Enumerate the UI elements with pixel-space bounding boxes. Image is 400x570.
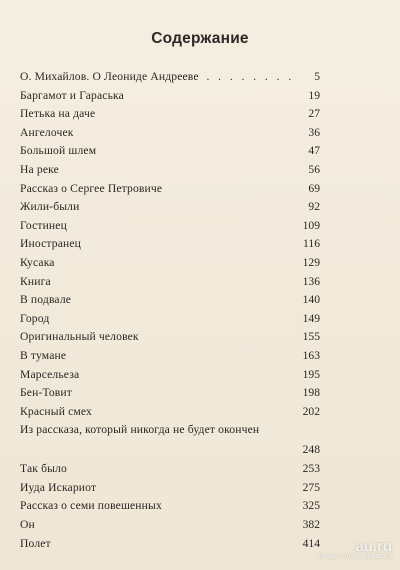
toc-entry <box>20 180 320 199</box>
toc-entry <box>20 198 320 217</box>
toc-entry-page: 56 <box>308 162 320 176</box>
toc-entry <box>20 403 320 422</box>
toc-entry <box>20 273 320 292</box>
toc-entry <box>20 497 320 516</box>
toc-entry-title: Город <box>20 311 50 325</box>
toc-entry <box>20 328 320 347</box>
toc-entry <box>20 347 320 366</box>
toc-entry-page: 5 <box>314 70 320 83</box>
toc-entry-page: 136 <box>302 274 320 288</box>
table-of-contents <box>20 68 320 553</box>
toc-entry-page: 163 <box>302 348 320 362</box>
toc-entry <box>20 124 320 143</box>
toc-entry-page: 149 <box>302 311 320 325</box>
toc-entry-title: Иуда Искариот <box>20 480 97 494</box>
toc-entry <box>20 142 320 161</box>
toc-entry-title: Жили-были <box>20 200 80 214</box>
watermark-subtitle: Вещь онлайн продажа <box>318 553 392 560</box>
toc-entry-page: 155 <box>302 330 320 344</box>
toc-entry <box>20 68 320 87</box>
toc-entry <box>20 87 320 106</box>
toc-entry-page: 202 <box>302 404 320 418</box>
toc-entry-title: Кусака <box>20 255 55 269</box>
toc-entry-title: Красный смех <box>20 404 92 418</box>
toc-entry-title: Из рассказа, который никогда не будет окончен <box>20 423 260 437</box>
toc-entry-title: Иностранец <box>20 237 82 251</box>
toc-entry-title: Рассказ о Сергее Петровиче <box>20 181 163 195</box>
toc-entry <box>20 235 320 254</box>
toc-entry-title: О. Михайлов. О Леониде Андрееве . . <box>20 68 292 87</box>
toc-entry-title: Бен-Товит <box>20 386 72 400</box>
toc-entry-title: На реке <box>20 162 59 176</box>
toc-entry-title: Баргамот и Гараська <box>20 88 124 102</box>
toc-entry-page: 275 <box>302 480 320 494</box>
toc-entry-page: 325 <box>302 499 320 513</box>
toc-entry <box>20 291 320 310</box>
toc-entry-title: В подвале <box>20 293 72 307</box>
toc-entry-page: 116 <box>303 237 320 251</box>
toc-entry-page: 248 <box>302 442 320 456</box>
toc-entry <box>20 535 320 554</box>
toc-entry-title: В тумане <box>20 348 67 362</box>
toc-entry-title: Марсельеза <box>20 367 80 381</box>
toc-entry <box>20 366 320 385</box>
watermark <box>319 538 392 560</box>
toc-entry-page: 195 <box>302 367 320 381</box>
toc-entry <box>20 254 320 273</box>
toc-entry-page: 140 <box>302 293 320 307</box>
toc-entry-page: 109 <box>302 218 320 232</box>
toc-entry <box>20 479 320 498</box>
toc-entry <box>20 105 320 124</box>
toc-entry-title: Полет <box>20 536 51 550</box>
toc-entry <box>20 161 320 180</box>
toc-entry-title: Петька на даче <box>20 107 96 121</box>
watermark-site: au.ru <box>355 538 392 555</box>
toc-entry-page: 414 <box>302 536 320 550</box>
toc-entry-title: Книга <box>20 274 51 288</box>
toc-entry-page: 198 <box>302 386 320 400</box>
toc-entry-title: Оригинальный человек <box>20 330 139 344</box>
toc-entry-title: Так было <box>20 462 67 476</box>
toc-entry-title: Он <box>20 518 35 532</box>
toc-entry <box>20 516 320 535</box>
toc-entry-page: 27 <box>308 107 320 121</box>
toc-entry <box>20 384 320 403</box>
toc-entry <box>20 460 320 479</box>
toc-entry-page: 92 <box>308 200 320 214</box>
toc-entry-page: 253 <box>302 462 320 476</box>
toc-entry-title: Гостинец <box>20 218 67 232</box>
toc-entry-page: 47 <box>308 144 320 158</box>
page-title: Содержание <box>151 30 249 47</box>
toc-entry <box>20 421 320 460</box>
toc-entry-page: 129 <box>302 255 320 269</box>
toc-entry-page: 382 <box>302 518 320 532</box>
toc-entry <box>20 310 320 329</box>
toc-entry-page: 69 <box>308 181 320 195</box>
toc-entry-title: Большой шлем <box>20 144 97 158</box>
toc-entry-title: Ангелочек <box>20 125 74 139</box>
toc-entry-title: Рассказ о семи повешенных <box>20 499 162 513</box>
toc-entry-page: 19 <box>308 88 320 102</box>
toc-entry <box>20 217 320 236</box>
toc-entry-page: 36 <box>308 125 320 139</box>
